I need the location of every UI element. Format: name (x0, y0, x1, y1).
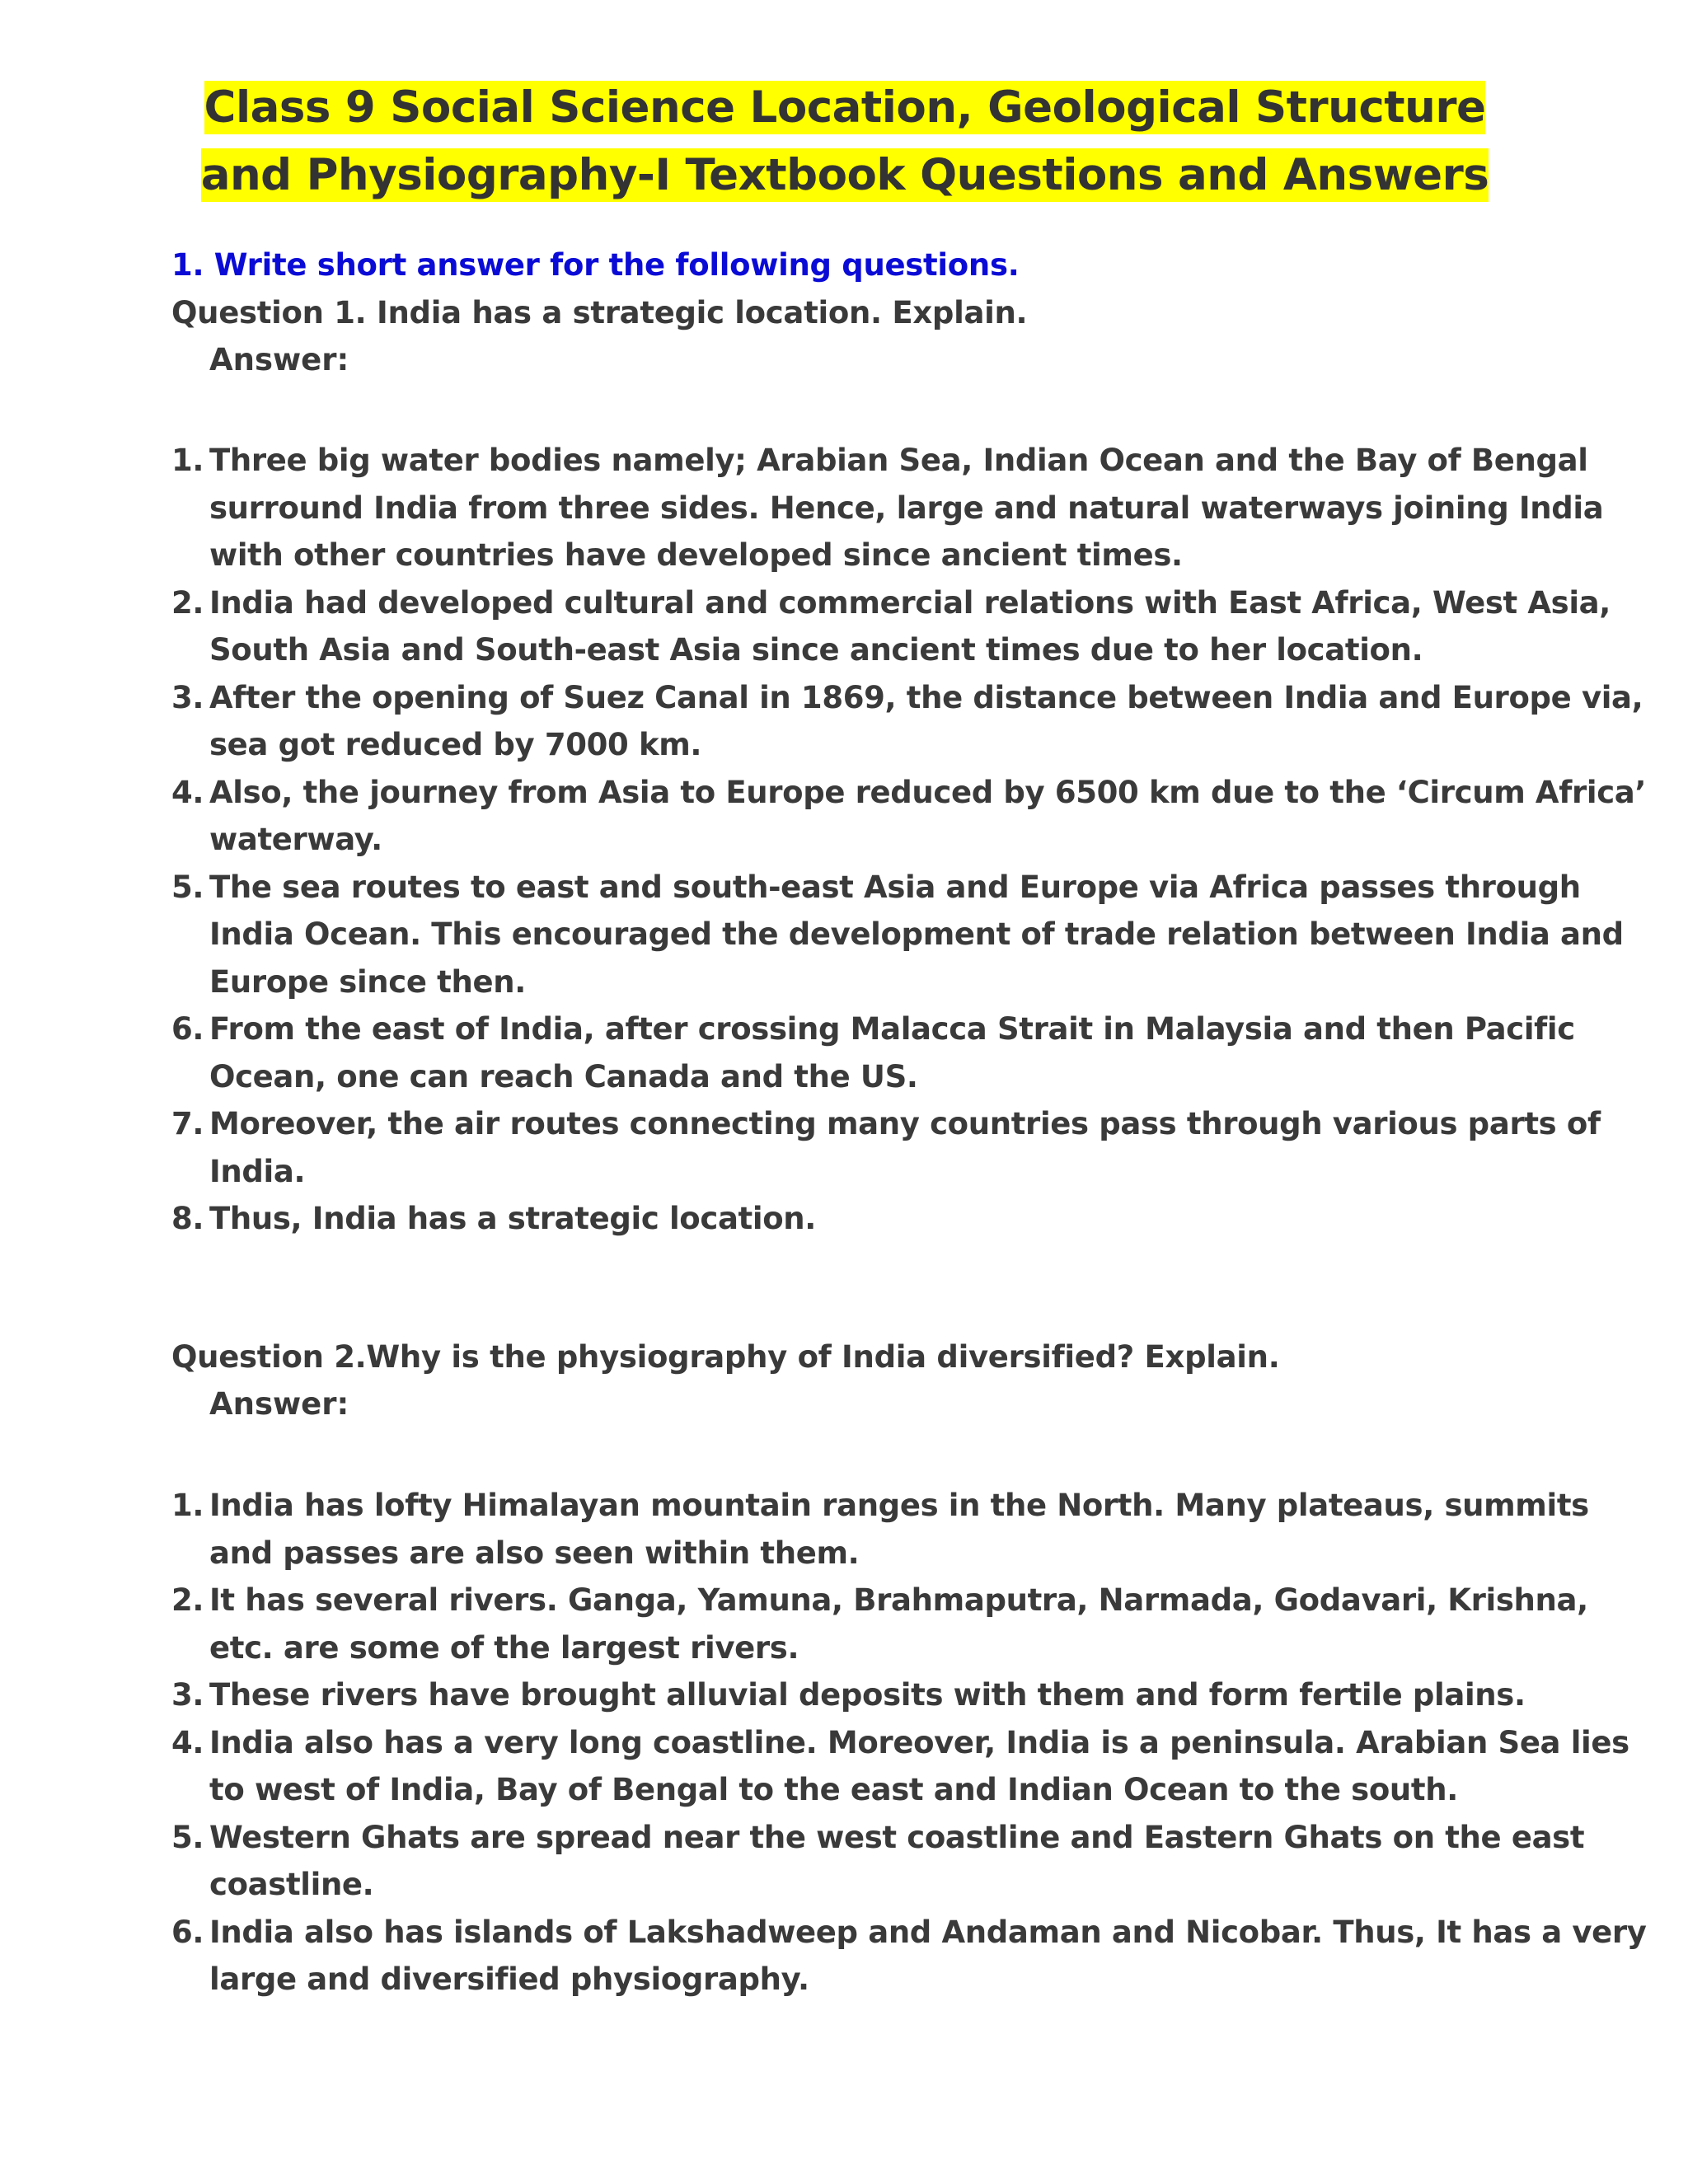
list-item (0, 1482, 1688, 1577)
list-item (0, 437, 1688, 579)
list-item-text: The sea routes to east and south-east Asia and Europe via Africa passes through India Ocean. This encouraged the development of trade relation between India and Europe since then. (209, 869, 1624, 1000)
answer-label-2: Answer: (209, 1386, 349, 1422)
list-item-text: Three big water bodies namely; Arabian Sea, Indian Ocean and the Bay of Bengal surround India from three sides. Hence, large and natural waterways joining India with other countries have developed since ancient times. (209, 443, 1604, 573)
list-item-text: India had developed cultural and commercial relations with East Africa, West Asia, South Asia and South-east Asia since ancient times due to her location. (209, 584, 1611, 668)
page-title (165, 74, 1525, 209)
list-item-text: Thus, India has a strategic location. (209, 1201, 816, 1236)
list-item-text: India also has islands of Lakshadweep and Andaman and Nicobar. Thus, It has a very large and diversified physiography. (209, 1914, 1647, 1997)
list-item (0, 579, 1688, 674)
list-item (0, 1909, 1688, 2004)
list-item-text: After the opening of Suez Canal in 1869, the distance between India and Europe via, sea got reduced by 7000 km. (209, 679, 1643, 762)
list-item-text: These rivers have brought alluvial deposits with them and form fertile plains. (209, 1677, 1526, 1713)
list-item-number: 1. (171, 443, 204, 478)
list-item-text: Also, the journey from Asia to Europe reduced by 6500 km due to the ‘Circum Africa’ waterway. (209, 774, 1647, 857)
list-item (0, 1100, 1688, 1195)
question-1: Question 1. India has a strategic location. Explain. (171, 295, 1028, 330)
list-item-number: 6. (171, 1011, 204, 1047)
list-item-text: India has lofty Himalayan mountain ranges in the North. Many plateaus, summits and passes are also seen within them. (209, 1488, 1589, 1571)
answer-label-1: Answer: (209, 342, 349, 377)
list-item-number: 2. (171, 1582, 204, 1618)
list-item-text: India also has a very long coastline. Moreover, India is a peninsula. Arabian Sea lies to west of India, Bay of Bengal to the east and Indian Ocean to the south. (209, 1724, 1629, 1807)
list-item-number: 6. (171, 1914, 204, 1950)
list-item-number: 3. (171, 1677, 204, 1713)
page-title-text: Class 9 Social Science Location, Geological Structure and Physiography-I Textbook Questions and Answers (200, 82, 1489, 200)
list-item (0, 769, 1688, 864)
list-item-number: 5. (171, 1819, 204, 1855)
list-item-number: 1. (171, 1488, 204, 1523)
list-item (0, 1195, 1688, 1243)
list-item (0, 864, 1688, 1006)
list-item (0, 1814, 1688, 1909)
list-item-text: It has several rivers. Ganga, Yamuna, Brahmaputra, Narmada, Godavari, Krishna, etc. are some of the largest rivers. (209, 1582, 1588, 1666)
list-item (0, 1005, 1688, 1100)
list-item-number: 8. (171, 1201, 204, 1236)
list-item-number: 3. (171, 679, 204, 715)
list-item-number: 7. (171, 1106, 204, 1141)
list-item-number: 4. (171, 774, 204, 810)
answer-list-2 (0, 1482, 1688, 2004)
list-item (0, 674, 1688, 769)
list-item-text: Moreover, the air routes connecting many countries pass through various parts of India. (209, 1106, 1601, 1189)
list-item-number: 4. (171, 1724, 204, 1760)
question-2: Question 2.Why is the physiography of India diversified? Explain. (171, 1339, 1280, 1375)
list-item-number: 2. (171, 584, 204, 621)
list-item (0, 1719, 1688, 1814)
list-item (0, 1671, 1688, 1719)
answer-list-1 (0, 437, 1688, 1243)
list-item-text: From the east of India, after crossing Malacca Strait in Malaysia and then Pacific Ocean, one can reach Canada and the US. (209, 1011, 1575, 1094)
list-item-number: 5. (171, 869, 204, 905)
section-heading: 1. Write short answer for the following questions. (171, 247, 1020, 283)
list-item-text: Western Ghats are spread near the west coastline and Eastern Ghats on the east coastline. (209, 1819, 1585, 1902)
list-item (0, 1577, 1688, 1671)
